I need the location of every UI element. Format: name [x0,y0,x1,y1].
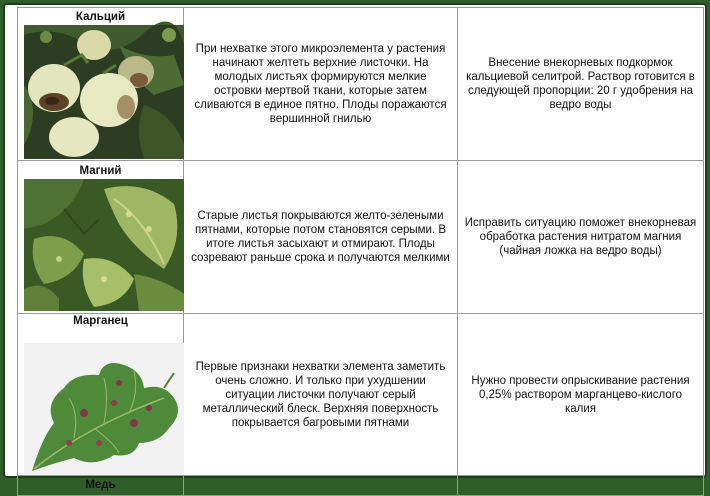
tomato-fruit-photo [24,25,184,159]
symptoms-cell: Старые листья покрываются желто-зелеными пятнами, которые потом становятся серыми. В итоге листья засыхают и отмирают. Плоды созревают раньше срока и получаются мелкими [184,161,458,314]
element-name: Медь [85,479,116,491]
treatment-cell: Внесение внекорневых подкормок кальциевой селитрой. Раствор готовится в следующей пропорции: 20 г удобрения на ведро воды [458,8,704,161]
deficiency-table [17,7,704,496]
manganese-leaf-photo [24,343,184,475]
element-cell [18,161,184,314]
table-row [18,8,704,161]
symptoms-cell: Первые признаки нехватки элемента заметить очень сложно. И только при ухудшении ситуации листочки получают серый металлический блеск. Верхняя поверхность покрывается багровыми пятнами [184,314,458,476]
treatment-cell: Исправить ситуацию поможет внекорневая обработка растения нитратом магния (чайная ложка на ведро воды) [458,161,704,314]
treatment-cell: Нужно провести опрыскивание растения 0,25% раствором марганцево-кислого калия [458,314,704,476]
element-cell [18,8,184,161]
table-row [18,476,704,496]
symptoms-cell [184,476,458,496]
symptoms-cell: При нехватке этого микроэлемента у растения начинают желтеть верхние листочки. На молодых листьях формируются мелкие островки мертвой ткани, которые затем сливаются в единое пятно. Плоды поражаются вершинной гнилью [184,8,458,161]
page-frame [3,3,707,491]
element-cell [18,476,184,496]
element-name: Магний [79,164,122,177]
treatment-cell [458,476,704,496]
table-row [18,161,704,314]
magnesium-leaves-photo [24,179,184,311]
element-name: Кальций [75,10,126,23]
element-name: Марганец [73,315,128,327]
element-cell [18,314,184,476]
table-row [18,314,704,476]
